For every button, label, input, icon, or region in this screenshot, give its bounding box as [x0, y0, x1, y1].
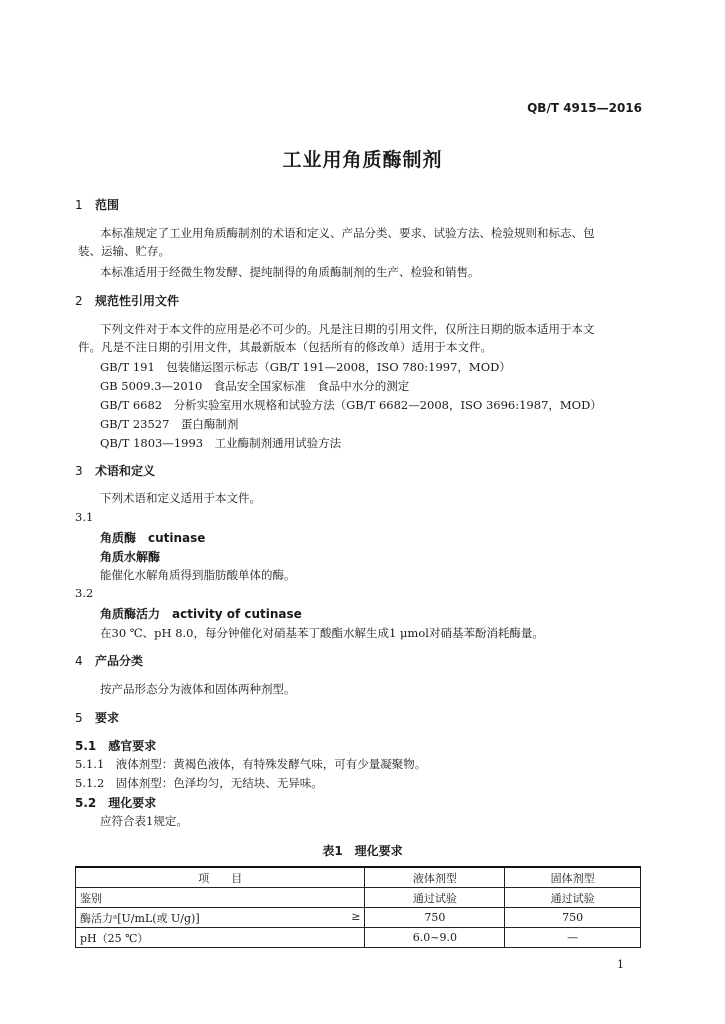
- table-row: [76, 908, 641, 928]
- subsection-heading: 5.1 感官要求: [75, 739, 157, 753]
- table-row: [76, 928, 641, 948]
- row-solid: 通过试验: [505, 888, 641, 908]
- section-5-heading: [75, 709, 119, 726]
- row-item: 鉴别: [76, 888, 365, 908]
- header-item: 项 目: [76, 867, 365, 888]
- term-number: 3.2: [75, 586, 94, 600]
- row-item: 酶活力ᵃ[U/mL(或 U/g)] ≥: [76, 908, 365, 928]
- term-alt-title: 角质水解酶: [100, 550, 161, 564]
- reference-item: QB/T 1803—1993 工业酶制剂通用试验方法: [100, 436, 342, 450]
- document-title: 工业用角质酶制剂: [282, 149, 443, 171]
- header-solid: 固体剂型: [505, 867, 641, 888]
- paragraph: 5.1.1 液体剂型：黄褐色液体，有特殊发酵气味，可有少量凝聚物。: [75, 757, 427, 771]
- paragraph: 下列术语和定义适用于本文件。: [100, 491, 261, 505]
- table-caption: 表1 理化要求: [322, 844, 403, 858]
- section-title: 规范性引用文件: [95, 294, 180, 308]
- reference-item: GB/T 23527 蛋白酶制剂: [100, 417, 239, 431]
- paragraph: 件。凡是不注日期的引用文件，其最新版本（包括所有的修改单）适用于本文件。: [78, 340, 492, 354]
- term-title: 角质酶 cutinase: [100, 531, 206, 545]
- section-number: 2: [75, 294, 83, 308]
- table-row: [76, 888, 641, 908]
- row-item: pH（25 ℃）: [76, 928, 365, 948]
- paragraph: 下列文件对于本文件的应用是必不可少的。凡是注日期的引用文件，仅所注日期的版本适用于本文: [100, 322, 595, 336]
- paragraph: 5.1.2 固体剂型：色泽均匀，无结块、无异味。: [75, 776, 323, 790]
- page-number: 1: [617, 958, 624, 971]
- row-liquid: 750: [365, 908, 505, 928]
- subsection-heading: 5.2 理化要求: [75, 796, 157, 810]
- table-header-row: [76, 867, 641, 888]
- reference-item: GB/T 6682 分析实验室用水规格和试验方法（GB/T 6682—2008，ISO 3696:1987，MOD）: [100, 398, 602, 412]
- paragraph: 本标准规定了工业用角质酶制剂的术语和定义、产品分类、要求、试验方法、检验规则和标志、包: [100, 226, 595, 240]
- header-liquid: 液体剂型: [365, 867, 505, 888]
- term-definition: 在30 ℃、pH 8.0，每分钟催化对硝基苯丁酸酯水解生成1 μmol对硝基苯酚消耗酶量。: [100, 626, 544, 640]
- term-definition: 能催化水解角质得到脂肪酸单体的酶。: [100, 568, 296, 582]
- section-number: 3: [75, 464, 83, 478]
- section-number: 5: [75, 711, 83, 725]
- reference-item: GB/T 191 包装储运图示标志（GB/T 191—2008，ISO 780:1997，MOD）: [100, 360, 511, 374]
- section-title: 术语和定义: [95, 464, 156, 478]
- row-solid: 750: [505, 908, 641, 928]
- section-4-heading: [75, 652, 143, 669]
- paragraph: 按产品形态分为液体和固体两种剂型。: [100, 682, 296, 696]
- section-number: 4: [75, 654, 83, 668]
- reference-item: GB 5009.3—2010 食品安全国家标准 食品中水分的测定: [100, 379, 410, 393]
- row-solid: —: [505, 928, 641, 948]
- section-title: 产品分类: [95, 654, 144, 668]
- row-liquid: 6.0~9.0: [365, 928, 505, 948]
- term-title: 角质酶活力 activity of cutinase: [100, 607, 302, 621]
- section-2-heading: [75, 292, 179, 309]
- term-number: 3.1: [75, 510, 94, 524]
- section-1-heading: [75, 196, 119, 213]
- section-title: 要求: [95, 711, 120, 725]
- section-3-heading: [75, 462, 155, 479]
- section-title: 范围: [95, 198, 120, 212]
- row-liquid: 通过试验: [365, 888, 505, 908]
- section-number: 1: [75, 198, 83, 212]
- paragraph: 本标准适用于经微生物发酵、提纯制得的角质酶制剂的生产、检验和销售。: [100, 265, 480, 279]
- requirements-table: [75, 866, 641, 948]
- paragraph: 装、运输、贮存。: [78, 244, 170, 258]
- standard-number: QB/T 4915—2016: [527, 101, 642, 115]
- paragraph: 应符合表1规定。: [100, 814, 188, 828]
